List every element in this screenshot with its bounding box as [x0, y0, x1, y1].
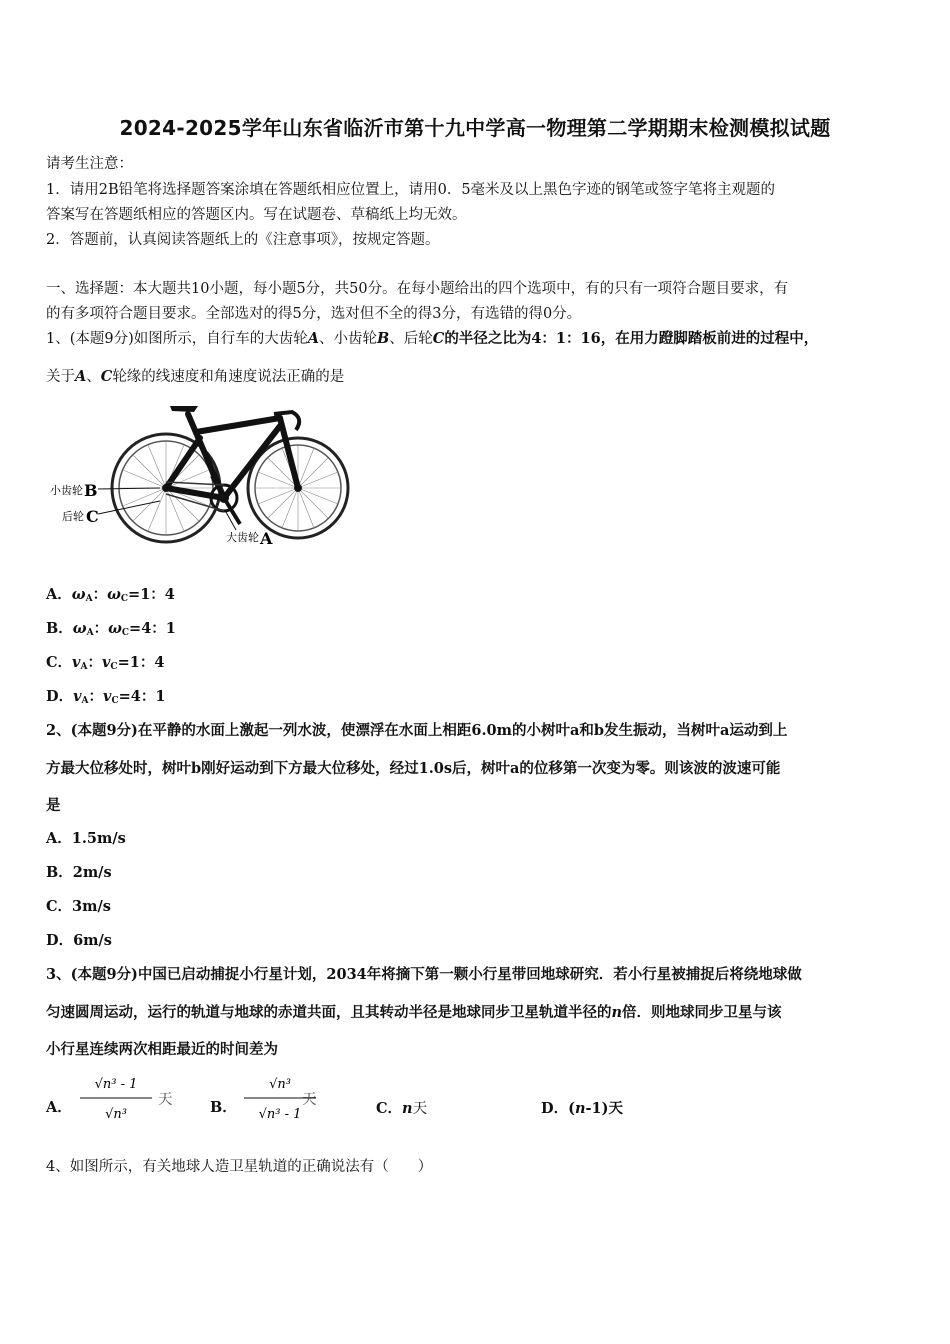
q3-stem-line3: 小行星连续两次相距最近的时间差为 — [46, 1041, 278, 1058]
q1-option-a[interactable]: A．$\omega_A$：$\omega_C=1$：4 — [46, 586, 175, 604]
label-rear-wheel-letter: C — [86, 507, 99, 526]
notice-item-1a: 1．请用2B铅笔将选择题答案涂填在答题纸相应位置上，请用0．5毫米及以上黑色字迹的钢笔或签字笔将主观题的 — [46, 182, 776, 198]
notice-item-1b: 答案写在答题纸相应的答题区内。写在试题卷、草稿纸上均无效。 — [46, 207, 467, 223]
notice-item-2: 2．答题前，认真阅读答题纸上的《注意事项》，按规定答题。 — [46, 232, 440, 248]
label-small-sprocket: 小齿轮 — [50, 484, 83, 497]
q3-option-a[interactable]: A． √n³ - 1 √n³ 天 — [46, 1068, 186, 1128]
q4-stem-line1: 4、如图所示，有关地球人造卫星轨道的正确说法有（ ） — [46, 1159, 433, 1175]
svg-text:√n³ - 1: √n³ - 1 — [94, 1077, 138, 1092]
svg-text:√n³: √n³ — [105, 1107, 127, 1122]
q3-stem-line2: 匀速圆周运动，运行的轨道与地球的赤道共面，且其转动半径是地球同步卫星轨道半径的n倍．则地球同步卫星与该 — [46, 1004, 782, 1021]
label-big-chainring-letter: A — [260, 529, 273, 548]
q3-option-d[interactable]: D．(n-1)天 — [541, 1100, 623, 1117]
q3-stem-line1: 3、(本题9分)中国已启动捕捉小行星计划，2034年将摘下第一颗小行星带回地球研究．若小行星被捕捉后将绕地球做 — [46, 966, 802, 983]
q2-option-d[interactable]: D．6m/s — [46, 932, 112, 949]
section-instructions-2: 的有多项符合题目要求。全部选对的得5分，选对但不全的得3分，有选错的得0分。 — [46, 306, 582, 322]
notice-heading: 请考生注意： — [46, 156, 133, 172]
q1-stem-line1: 1、(本题9分)如图所示，自行车的大齿轮A、小齿轮B、后轮C的半径之比为4：1：16，在用力蹬脚踏板前进的过程中， — [46, 330, 819, 347]
label-big-chainring: 大齿轮 — [226, 531, 259, 544]
label-rear-wheel: 后轮 — [62, 510, 84, 523]
label-small-sprocket-letter: B — [84, 481, 98, 500]
q1-stem-line2: 关于A、C轮缘的线速度和角速度说法正确的是 — [46, 368, 345, 385]
svg-text:√n³: √n³ — [269, 1077, 291, 1092]
q2-option-c[interactable]: C．3m/s — [46, 898, 111, 915]
section-instructions-1: 一、选择题：本大题共10小题，每小题5分，共50分。在每小题给出的四个选项中，有的只有一项符合题目要求，有 — [46, 281, 789, 297]
q3-option-c[interactable]: C．n天 — [376, 1100, 428, 1117]
q3-option-b[interactable]: B． √n³ √n³ - 1 天 — [210, 1068, 350, 1128]
q2-stem-line1: 2、(本题9分)在平静的水面上激起一列水波，使漂浮在水面上相距6.0m的小树叶a和b发生振动，当树叶a运动到上 — [46, 722, 788, 739]
q2-option-b[interactable]: B．2m/s — [46, 864, 112, 881]
q3-option-a-fraction — [76, 1068, 156, 1128]
bicycle-figure — [48, 396, 358, 556]
page-title: 2024-2025学年山东省临沂市第十九中学高一物理第二学期期末检测模拟试题 — [119, 116, 831, 140]
svg-text:√n³ - 1: √n³ - 1 — [258, 1107, 302, 1122]
q2-stem-line2: 方最大位移处时，树叶b刚好运动到下方最大位移处，经过1.0s后，树叶a的位移第一次变为零。则该波的波速可能 — [46, 760, 781, 777]
q2-option-a[interactable]: A．1.5m/s — [46, 830, 126, 847]
bicycle-frame — [166, 414, 298, 498]
q1-option-d[interactable]: D．$v_A$：$v_C=4$：1 — [46, 688, 166, 706]
q2-stem-line3: 是 — [46, 797, 61, 814]
q1-option-c[interactable]: C．$v_A$：$v_C=1$：4 — [46, 654, 165, 672]
q1-option-b[interactable]: B．$\omega_A$：$\omega_C=4$：1 — [46, 620, 176, 638]
bicycle-illustration — [48, 396, 358, 556]
